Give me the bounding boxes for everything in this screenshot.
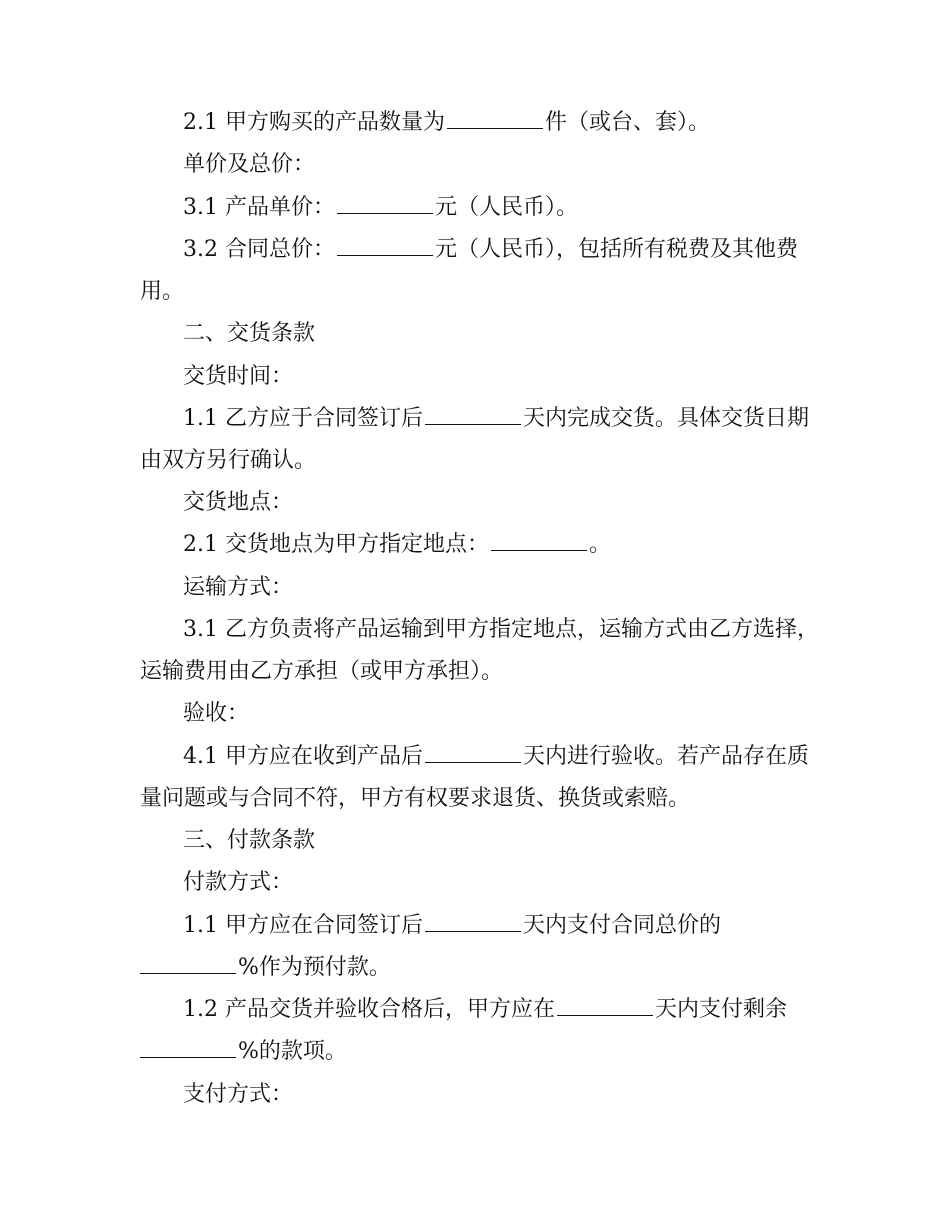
blank-field (140, 955, 236, 974)
clause-1-2-continuation (140, 1039, 347, 1065)
line-text: 1.1 甲方应在合同签订后 (183, 913, 423, 938)
line-text: 元（人民币），包括所有税费及其他费 (434, 237, 798, 262)
line-text: 支付方式： (183, 1082, 294, 1107)
blank-field (447, 110, 543, 129)
blank-field (491, 532, 587, 551)
clause-1-1-prepayment (183, 913, 721, 939)
blank-field (140, 1039, 236, 1058)
subheading-acceptance (183, 701, 249, 727)
blank-field (337, 237, 433, 256)
line-text: 天内支付合同总价的 (522, 913, 721, 938)
line-text: 天内进行验收。若产品存在质 (522, 744, 809, 769)
subheading-delivery-place (183, 490, 293, 516)
section-heading-price (183, 152, 315, 178)
clause-3-2-continuation (140, 279, 184, 305)
line-text: 1.2 产品交货并验收合格后，甲方应在 (183, 997, 555, 1022)
line-text: 天内完成交货。具体交货日期 (522, 406, 809, 431)
blank-field (425, 744, 521, 763)
subheading-delivery-time (183, 364, 293, 390)
line-text: 件（或台、套）。 (544, 110, 710, 135)
clause-4-1-continuation (140, 786, 690, 812)
line-text: 1.1 乙方应于合同签订后 (183, 406, 423, 431)
subheading-transport (183, 575, 293, 601)
clause-3-1-unit-price (183, 195, 578, 221)
line-text: 运输方式： (183, 575, 294, 600)
line-text: 元（人民币）。 (434, 195, 578, 220)
subheading-payment-channel (183, 1082, 293, 1108)
line-text: 运输费用由乙方承担（或甲方承担）。 (140, 659, 504, 684)
line-text: 3.2 合同总价： (183, 237, 335, 262)
line-text: 量问题或与合同不符，甲方有权要求退货、换货或索赔。 (140, 786, 691, 811)
line-text: 单价及总价： (183, 152, 316, 177)
line-text: 二、交货条款 (183, 321, 316, 346)
blank-field (425, 913, 521, 932)
line-text: 交货时间： (183, 364, 294, 389)
clause-1-2-balance (183, 997, 787, 1023)
clause-3-1-transport (183, 617, 819, 643)
line-text: 3.1 乙方负责将产品运输到甲方指定地点，运输方式由乙方选择， (183, 617, 819, 642)
subheading-payment-method (183, 870, 293, 896)
clause-4-1-acceptance (183, 744, 809, 770)
section-heading-payment (183, 828, 315, 854)
line-text: 2.1 交货地点为甲方指定地点： (183, 532, 489, 557)
clause-1-1-delivery-days (183, 406, 809, 432)
line-text: 天内支付剩余 (654, 997, 787, 1022)
clause-1-1-prepayment-continuation (140, 955, 391, 981)
blank-field (337, 195, 433, 214)
clause-3-2-total-price (183, 237, 798, 263)
line-text: %的款项。 (238, 1039, 347, 1064)
line-text: 交货地点： (183, 490, 294, 515)
line-text: %作为预付款。 (238, 955, 391, 980)
line-text: 用。 (140, 279, 185, 304)
line-text: 4.1 甲方应在收到产品后 (183, 744, 423, 769)
clause-2-1-quantity (183, 110, 710, 136)
line-text: 3.1 产品单价： (183, 195, 335, 220)
line-text: 三、付款条款 (183, 828, 316, 853)
blank-field (557, 997, 653, 1016)
line-text: 付款方式： (183, 870, 294, 895)
blank-field (425, 406, 521, 425)
clause-1-1-continuation (140, 448, 316, 474)
section-heading-delivery (183, 321, 315, 347)
line-text: 由双方另行确认。 (140, 448, 317, 473)
clause-2-1-delivery-place (183, 532, 611, 558)
clause-3-1-continuation (140, 659, 503, 685)
line-text: 2.1 甲方购买的产品数量为 (183, 110, 445, 135)
line-text: 验收： (183, 701, 250, 726)
line-text: 。 (588, 532, 611, 557)
